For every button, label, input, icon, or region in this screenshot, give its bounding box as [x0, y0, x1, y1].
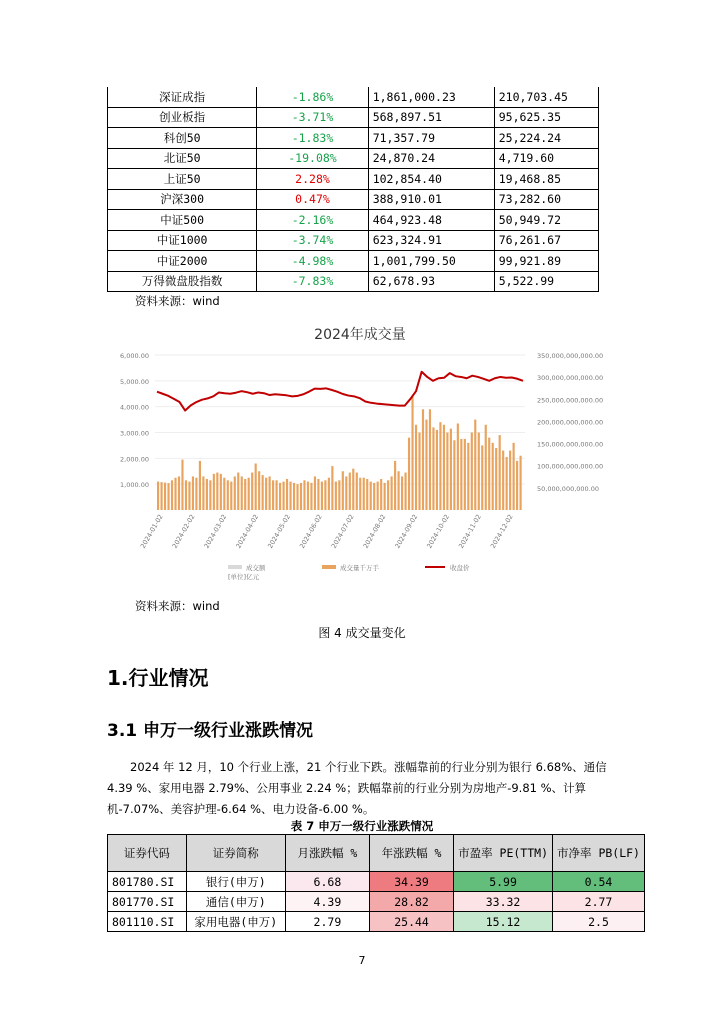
index-name: 沪深300: [108, 189, 257, 210]
volume-bar: [502, 451, 504, 510]
index-amount: 73,282.60: [494, 189, 598, 210]
volume-bar: [398, 471, 400, 510]
cell-year: 25.44: [369, 912, 453, 932]
volume-bar: [314, 476, 316, 510]
table-row: [108, 128, 599, 149]
index-volume: 102,854.40: [368, 169, 494, 190]
volume-bar: [352, 469, 354, 510]
cell-pe: 33.32: [454, 892, 553, 912]
index-change: 2.28%: [257, 169, 368, 190]
index-amount: 5,522.99: [494, 271, 598, 292]
close-price-line: [157, 372, 523, 411]
cell-code: 801780.SI: [108, 872, 187, 892]
table-row: [108, 169, 599, 190]
x-tick-label: 2024-05-02: [266, 513, 293, 550]
index-name: 中证2000: [108, 251, 257, 272]
volume-bar: [157, 482, 159, 510]
volume-bar: [227, 480, 229, 510]
volume-bar: [206, 479, 208, 510]
volume-bar: [265, 478, 267, 510]
volume-bar: [181, 460, 183, 510]
volume-bar: [373, 483, 375, 510]
table-row: [108, 872, 645, 892]
volume-bar: [188, 482, 190, 510]
y-left-tick-label: 3,000.00: [120, 429, 149, 438]
volume-bar: [439, 422, 441, 510]
index-amount: 50,949.72: [494, 210, 598, 231]
legend-unit-note: [单位]亿元: [228, 573, 260, 580]
header-year: 年涨跌幅 %: [369, 835, 453, 872]
cell-pb: 2.5: [553, 912, 645, 932]
table-row: [108, 87, 599, 107]
x-tick-label: 2024-07-02: [329, 513, 356, 550]
volume-bar: [349, 473, 351, 510]
volume-bar: [380, 479, 382, 510]
y-left-tick-label: 1,000.00: [120, 481, 149, 490]
volume-bar: [269, 476, 271, 510]
volume-bar: [255, 464, 257, 511]
table-row: [108, 271, 599, 292]
x-tick-label: 2024-12-02: [488, 513, 515, 550]
header-month: 月涨跌幅 %: [285, 835, 369, 872]
y-left-tick-label: 6,000.00: [120, 352, 149, 360]
header-name: 证券简称: [186, 835, 285, 872]
table-caption: 表 7 申万一级行业涨跌情况: [290, 819, 434, 833]
volume-bar: [450, 429, 452, 510]
volume-bar: [178, 476, 180, 510]
index-change: -3.71%: [257, 107, 368, 128]
volume-bar: [418, 433, 420, 511]
volume-bar: [213, 474, 215, 510]
chart-gridlines: [155, 355, 525, 484]
x-tick-label: 2024-11-02: [457, 513, 483, 550]
volume-bar: [167, 483, 169, 510]
volume-bar: [335, 482, 337, 510]
volume-bar: [404, 473, 406, 510]
volume-bar: [286, 479, 288, 510]
volume-bar: [506, 457, 508, 510]
volume-bar: [195, 478, 197, 510]
volume-bar: [296, 484, 298, 510]
index-volume: 71,357.79: [368, 128, 494, 149]
volume-bar: [216, 473, 218, 510]
y-right-tick-label: 100,000,000,000.00: [537, 462, 604, 471]
volume-bar: [317, 479, 319, 510]
cell-pe: 5.99: [454, 872, 553, 892]
volume-bar: [363, 478, 365, 510]
index-change: 0.47%: [257, 189, 368, 210]
left-axis-ticks: [120, 352, 149, 489]
x-tick-label: 2024-03-02: [202, 513, 229, 550]
y-right-tick-label: 200,000,000,000.00: [537, 418, 604, 427]
volume-bar: [495, 448, 497, 510]
volume-bar: [244, 479, 246, 510]
volume-bar: [422, 409, 424, 510]
header-pe: 市盈率 PE(TTM): [454, 835, 553, 872]
cell-month: 2.79: [285, 912, 369, 932]
table-row: [108, 189, 599, 210]
table-row: [108, 148, 599, 169]
volume-bar: [237, 473, 239, 510]
y-right-tick-label: 150,000,000,000.00: [537, 440, 604, 449]
volume-bar: [478, 433, 480, 511]
y-left-tick-label: 4,000.00: [120, 403, 149, 412]
y-right-tick-label: 250,000,000,000.00: [537, 396, 604, 405]
table-row: [108, 251, 599, 272]
table-row: [108, 230, 599, 251]
volume-bar: [513, 443, 515, 510]
volume-bar: [192, 476, 194, 510]
table-header-row: [108, 835, 645, 872]
section-heading: 1.行业情况: [107, 666, 209, 690]
index-amount: 76,261.67: [494, 230, 598, 251]
y-right-tick-label: 350,000,000,000.00: [537, 352, 604, 360]
volume-bar: [516, 461, 518, 510]
volume-bar: [174, 478, 176, 510]
volume-bar: [241, 476, 243, 510]
volume-bar: [324, 480, 326, 510]
volume-bar: [279, 483, 281, 510]
cell-name: 通信(申万): [186, 892, 285, 912]
volume-bar: [272, 480, 274, 510]
volume-bar: [248, 478, 250, 510]
index-amount: 25,224.24: [494, 128, 598, 149]
index-name: 科创50: [108, 128, 257, 149]
volume-bar: [328, 478, 330, 510]
volume-bar: [394, 461, 396, 510]
volume-bar: [289, 482, 291, 510]
index-name: 中证500: [108, 210, 257, 231]
volume-bar: [276, 480, 278, 510]
legend-label-amount: 成交额: [246, 564, 266, 572]
volume-bar: [209, 480, 211, 510]
table-row: [108, 912, 645, 932]
legend-label-close: 收盘价: [450, 564, 470, 572]
volume-bar: [185, 480, 187, 510]
volume-bar: [293, 483, 295, 510]
volume-chart: [100, 318, 620, 580]
index-name: 创业板指: [108, 107, 257, 128]
right-axis-ticks: [537, 352, 603, 493]
volume-bar: [384, 483, 386, 510]
index-volume: 623,324.91: [368, 230, 494, 251]
volume-bar: [377, 482, 379, 510]
x-tick-label: 2024-06-02: [298, 513, 324, 550]
index-name: 深证成指: [108, 87, 257, 107]
volume-bar: [234, 476, 236, 510]
index-amount: 19,468.85: [494, 169, 598, 190]
volume-bar: [160, 482, 162, 510]
y-left-tick-label: 2,000.00: [120, 455, 149, 464]
cell-year: 34.39: [369, 872, 453, 892]
volume-bar: [436, 430, 438, 510]
x-tick-label: 2024-08-02: [361, 513, 388, 550]
volume-bar: [499, 435, 501, 510]
volume-bar: [258, 471, 260, 510]
index-amount: 95,625.35: [494, 107, 598, 128]
industry-table: [107, 834, 645, 932]
volume-bar: [460, 439, 462, 510]
table-row: [108, 107, 599, 128]
volume-bar: [485, 425, 487, 510]
index-volume: 1,861,000.23: [368, 87, 494, 107]
table-row: [108, 210, 599, 231]
y-left-tick-label: 5,000.00: [120, 377, 149, 386]
volume-bar: [300, 483, 302, 510]
volume-bar: [230, 482, 232, 510]
legend-swatch-amount: [228, 565, 242, 569]
volume-bar: [310, 483, 312, 510]
page-number: 7: [358, 954, 366, 967]
source-note: 资料来源：wind: [135, 599, 220, 613]
volume-bar: [453, 440, 455, 510]
index-change: -19.08%: [257, 148, 368, 169]
index-amount: 210,703.45: [494, 87, 598, 107]
index-change: -7.83%: [257, 271, 368, 292]
volume-bar: [492, 443, 494, 510]
legend-label-volume: 成交量千万手: [340, 564, 379, 572]
chart-title: 2024年成交量: [314, 327, 406, 343]
volume-bar: [411, 396, 413, 510]
volume-bar: [223, 478, 225, 510]
index-amount: 4,719.60: [494, 148, 598, 169]
index-volume: 24,870.24: [368, 148, 494, 169]
index-volume: 388,910.01: [368, 189, 494, 210]
volume-bar: [408, 438, 410, 510]
index-change: -4.98%: [257, 251, 368, 272]
close-price-line-path: [157, 372, 523, 411]
index-change: -2.16%: [257, 210, 368, 231]
volume-bar: [520, 456, 522, 510]
index-name: 万得微盘股指数: [108, 271, 257, 292]
volume-bar: [471, 433, 473, 511]
cell-code: 801770.SI: [108, 892, 187, 912]
x-tick-label: 2024-10-02: [425, 513, 452, 550]
index-volume: 1,001,799.50: [368, 251, 494, 272]
body-paragraph: 2024 年 12 月，10 个行业上涨，21 个行业下跌。涨幅靠前的行业分别为银行 6.68%、通信 4.39 %、家用电器 2.79%、公用事业 2.24 %；跌幅靠前的行业分别为房地产-9.81 %、计算机-7.07%、美容护理-6.64 %、电力设备-6.00 %。: [107, 760, 607, 816]
volume-bar: [481, 445, 483, 510]
source-note: 资料来源：wind: [135, 294, 220, 308]
volume-bar: [467, 443, 469, 510]
volume-bar: [401, 476, 403, 510]
volume-bar: [488, 438, 490, 510]
volume-bar: [446, 433, 448, 511]
x-tick-label: 2024-09-02: [393, 513, 420, 550]
cell-name: 银行(申万): [186, 872, 285, 892]
volume-bar: [199, 461, 201, 510]
cell-year: 28.82: [369, 892, 453, 912]
volume-bar: [303, 480, 305, 510]
cell-name: 家用电器(申万): [186, 912, 285, 932]
volume-bar: [202, 476, 204, 510]
volume-bar: [425, 420, 427, 510]
volume-bar: [331, 466, 333, 510]
legend-swatch-volume: [322, 565, 336, 569]
cell-pb: 2.77: [553, 892, 645, 912]
table-row: [108, 892, 645, 912]
volume-bar: [366, 479, 368, 510]
subsection-heading: 3.1 申万一级行业涨跌情况: [107, 721, 314, 741]
volume-bar: [171, 480, 173, 510]
volume-bar: [164, 483, 166, 510]
x-tick-label: 2024-02-02: [170, 513, 197, 550]
volume-bar: [356, 473, 358, 510]
index-volume: 568,897.51: [368, 107, 494, 128]
volume-bar: [457, 423, 459, 510]
volume-bar: [509, 451, 511, 510]
volume-bar: [391, 476, 393, 510]
cell-month: 6.68: [285, 872, 369, 892]
volume-bar: [474, 420, 476, 510]
volume-bar: [307, 482, 309, 510]
index-volume: 464,923.48: [368, 210, 494, 231]
volume-bar: [443, 425, 445, 510]
volume-bar: [282, 482, 284, 510]
volume-bar: [262, 475, 264, 510]
index-table: [107, 87, 599, 292]
index-change: -1.83%: [257, 128, 368, 149]
volume-bar: [338, 480, 340, 510]
volume-bar: [321, 482, 323, 510]
index-change: -1.86%: [257, 87, 368, 107]
chart-legend: [228, 563, 470, 580]
volume-bar: [342, 471, 344, 510]
volume-bar: [432, 427, 434, 510]
index-name: 上证50: [108, 169, 257, 190]
header-pb: 市净率 PB(LF): [553, 835, 645, 872]
volume-bar: [359, 478, 361, 510]
volume-bar: [387, 480, 389, 510]
figure-caption: 图 4 成交量变化: [318, 626, 406, 640]
y-right-tick-label: 50,000,000,000.00: [537, 484, 600, 493]
volume-bar: [345, 476, 347, 510]
volume-bar: [370, 482, 372, 510]
y-right-tick-label: 300,000,000,000.00: [537, 374, 604, 383]
index-name: 中证1000: [108, 230, 257, 251]
header-code: 证券代码: [108, 835, 187, 872]
volume-bar: [464, 439, 466, 510]
volume-bar: [415, 425, 417, 510]
cell-pb: 0.54: [553, 872, 645, 892]
x-tick-label: 2024-01-02: [138, 513, 165, 550]
cell-pe: 15.12: [454, 912, 553, 932]
volume-bar: [429, 409, 431, 510]
volume-bars: [157, 396, 522, 510]
cell-month: 4.39: [285, 892, 369, 912]
cell-code: 801110.SI: [108, 912, 187, 932]
index-volume: 62,678.93: [368, 271, 494, 292]
index-name: 北证50: [108, 148, 257, 169]
x-axis-ticks: [139, 513, 515, 550]
volume-bar: [220, 474, 222, 510]
volume-bar: [251, 473, 253, 510]
index-amount: 99,921.89: [494, 251, 598, 272]
x-tick-label: 2024-04-02: [234, 513, 261, 550]
index-change: -3.74%: [257, 230, 368, 251]
